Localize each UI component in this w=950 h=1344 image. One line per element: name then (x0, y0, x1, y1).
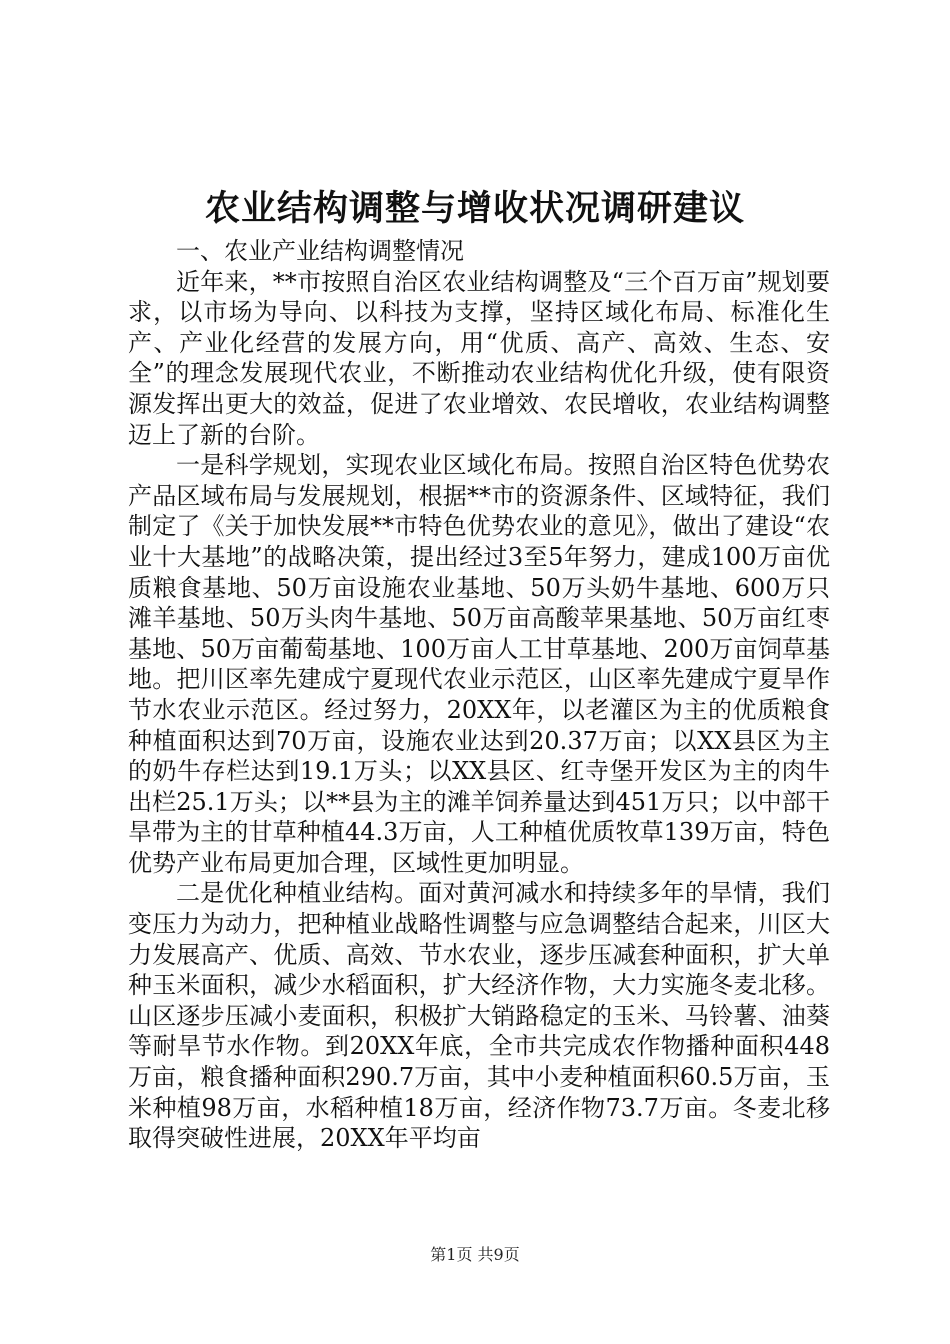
body-paragraph: 二是优化种植业结构。面对黄河减水和持续多年的旱情，我们变压力为动力，把种植业战略性调整与应急调整结合起来，川区大力发展高产、优质、高效、节水农业，逐步压减套种面积，扩大单种玉米面积，减少水稻面积，扩大经济作物，大力实施冬麦北移。山区逐步压减小麦面积，积极扩大销路稳定的玉米、马铃薯、油葵等耐旱节水作物。到20XX年底，全市共完成农作物播种面积448万亩，粮食播种面积290.7万亩，其中小麦种植面积60.5万亩，玉米种植98万亩，水稻种植18万亩，经济作物73.7万亩。冬麦北移取得突破性进展，20XX年平均亩 (128, 879, 830, 1153)
document-body (128, 236, 830, 1154)
document-title: 农业结构调整与增收状况调研建议 (204, 188, 745, 229)
page-footer: 第1页 共9页 (430, 1245, 520, 1264)
body-paragraph: 近年来，**市按照自治区农业结构调整及“三个百万亩”规划要求，以市场为导向、以科技为支撑，坚持区域化布局、标准化生产、产业化经营的发展方向，用“优质、高产、高效、生态、安全”的理念发展现代农业，不断推动农业结构优化升级，使有限资源发挥出更大的效益，促进了农业增效、农民增收，农业结构调整迈上了新的台阶。 (128, 267, 830, 449)
body-paragraph: 一是科学规划，实现农业区域化布局。按照自治区特色优势农产品区域布局与发展规划，根据**市的资源条件、区域特征，我们制定了《关于加快发展**市特色优势农业的意见》，做出了建设“农业十大基地”的战略决策，提出经过3至5年努力，建成100万亩优质粮食基地、50万亩设施农业基地、50万头奶牛基地、600万只滩羊基地、50万头肉牛基地、50万亩高酸苹果基地、50万亩红枣基地、50万亩葡萄基地、100万亩人工甘草基地、200万亩饲草基地。把川区率先建成宁夏现代农业示范区，山区率先建成宁夏旱作节水农业示范区。经过努力，20XX年，以老灌区为主的优质粮食种植面积达到70万亩，设施农业达到20.37万亩；以XX县区为主的奶牛存栏达到19.1万头；以XX县区、红寺堡开发区为主的肉牛出栏25.1万头；以**县为主的滩羊饲养量达到451万只；以中部干旱带为主的甘草种植44.3万亩，人工种植优质牧草139万亩，特色优势产业布局更加合理，区域性更加明显。 (128, 451, 830, 877)
section-heading: 一、农业产业结构调整情况 (176, 237, 464, 265)
